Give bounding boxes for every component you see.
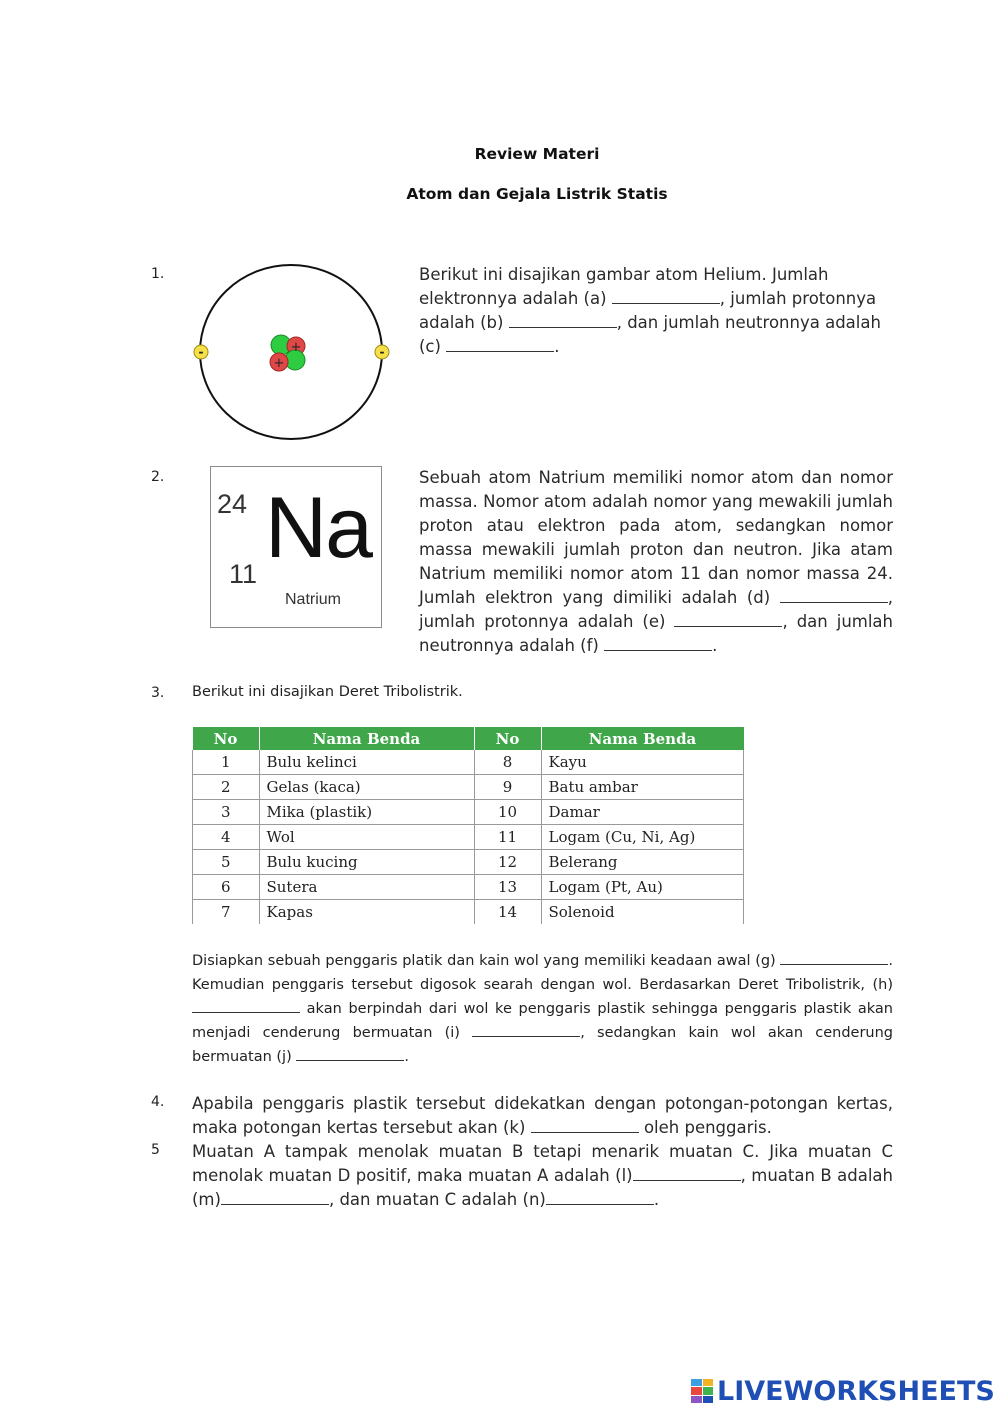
answer-blank-m[interactable] <box>221 1190 329 1205</box>
answer-blank-a[interactable] <box>612 289 720 304</box>
answer-blank-c[interactable] <box>446 337 554 352</box>
answer-blank-j[interactable] <box>296 1046 404 1061</box>
answer-blank-l[interactable] <box>633 1166 741 1181</box>
question-2-number: 2. <box>151 469 165 485</box>
answer-blank-e[interactable] <box>674 612 782 627</box>
table-row: 4 Wol 11 Logam (Cu, Ni, Ag) <box>193 825 744 850</box>
question-5-number: 5 <box>151 1142 160 1158</box>
watermark-text: LIVEWORKSHEETS <box>717 1375 995 1407</box>
table-row: 6 Sutera 13 Logam (Pt, Au) <box>193 875 744 900</box>
table-row: 7 Kapas 14 Solenoid <box>193 900 744 925</box>
answer-blank-g[interactable] <box>780 950 888 965</box>
table-row: 5 Bulu kucing 12 Belerang <box>193 850 744 875</box>
header-no-1: No <box>193 727 260 750</box>
answer-blank-i[interactable] <box>472 1022 580 1037</box>
header-no-2: No <box>474 727 541 750</box>
header-name-2: Nama Benda <box>541 727 744 750</box>
question-5-text: Muatan A tampak menolak muatan B tetapi menarik muatan C. Jika muatan C menolak muatan D positif, maka muatan A adalah (l) , muatan B adalah (m) , dan muatan C adalah (n) . <box>192 1142 893 1209</box>
electron-right-sign: - <box>379 345 385 359</box>
answer-blank-n[interactable] <box>546 1190 654 1205</box>
question-2-text: Sebuah atom Natrium memiliki nomor atom dan nomor massa. Nomor atom adalah nomor yang mewakili jumlah proton atau elektron pada atom, sedangkan nomor massa mewakili jumlah proton dan neutron. Jika atam Natrium memiliki nomor atom 11 dan nomor massa 24. Jumlah elektron yang dimiliki adalah (d) , jumlah protonnya adalah (e) , dan jumlah neutronnya adalah (f) . <box>419 468 894 655</box>
liveworksheets-watermark <box>691 1376 995 1406</box>
answer-blank-f[interactable] <box>604 636 712 651</box>
question-3-number: 3. <box>151 685 165 701</box>
table-header-row <box>193 727 744 750</box>
header-name-1: Nama Benda <box>259 727 474 750</box>
electron-left-sign: - <box>198 345 204 359</box>
table-row: 1 Bulu kelinci 8 Kayu <box>193 750 744 775</box>
question-4-text: Apabila penggaris plastik tersebut didekatkan dengan potongan-potongan kertas, maka potongan kertas tersebut akan (k) oleh penggaris. <box>192 1094 893 1137</box>
sodium-element-card <box>210 466 382 628</box>
answer-blank-h[interactable] <box>192 998 300 1013</box>
question-4-number: 4. <box>151 1094 165 1110</box>
triboelectric-series-table <box>192 727 744 924</box>
table-row: 3 Mika (plastik) 10 Damar <box>193 800 744 825</box>
element-name: Natrium <box>285 591 342 608</box>
answer-blank-k[interactable] <box>531 1118 639 1133</box>
atomic-number: 11 <box>229 559 258 589</box>
element-symbol: Na <box>265 480 371 576</box>
page-subtitle: Atom dan Gejala Listrik Statis <box>406 185 668 203</box>
question-3-intro: Berikut ini disajikan Deret Tribolistrik. <box>192 684 463 700</box>
proton-2-sign: + <box>273 356 285 371</box>
answer-blank-d[interactable] <box>780 588 888 603</box>
answer-blank-b[interactable] <box>509 313 617 328</box>
page-title: Review Materi <box>474 145 600 163</box>
helium-atom-diagram <box>190 260 392 446</box>
question-1-number: 1. <box>151 266 165 282</box>
liveworksheets-logo-icon <box>691 1379 713 1403</box>
mass-number: 24 <box>217 489 248 519</box>
question-3-text: Disiapkan sebuah penggaris platik dan kain wol yang memiliki keadaan awal (g) . Kemudian penggaris tersebut digosok searah dengan wol. Berdasarkan Deret Tribolistrik, (h) akan berpindah dari wol ke penggaris plastik sehingga penggaris plastik akan menjadi cenderung bermuatan (i) , sedangkan kain wol akan cenderung bermuatan (j) . <box>192 949 893 1069</box>
proton-1-sign: + <box>290 340 302 355</box>
question-1-text: Berikut ini disajikan gambar atom Helium. Jumlah elektronnya adalah (a) , jumlah protonnya adalah (b) , dan jumlah neutronnya adalah (c) . <box>419 265 881 356</box>
table-row: 2 Gelas (kaca) 9 Batu ambar <box>193 775 744 800</box>
